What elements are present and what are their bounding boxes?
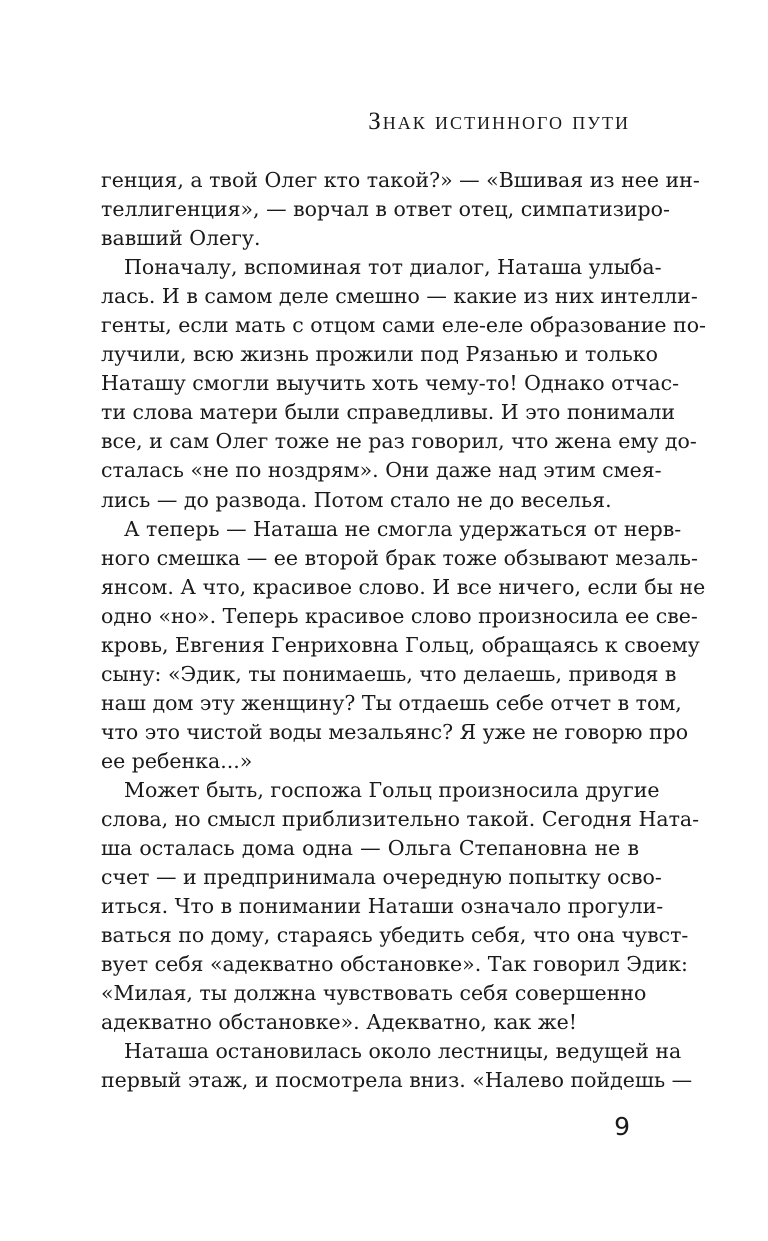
text-line: лись — до развода. Потом стало не до веселья. bbox=[101, 487, 612, 512]
text-line: генция, а твой Олег кто такой?» — «Вшивая из нее ин- bbox=[101, 168, 700, 192]
text-line: ваться по дому, стараясь убедить себя, что она чувст- bbox=[101, 923, 689, 948]
text-line: адекватно обстановке». Адекватно, как же! bbox=[101, 1010, 578, 1035]
text-line: ша осталась дома одна — Ольга Степановна не в bbox=[101, 836, 639, 861]
running-head: Знак истинного пути bbox=[368, 108, 630, 135]
text-line: генты, если мать с отцом сами еле-еле образование по- bbox=[101, 313, 706, 338]
text-line: вует себя «адекватно обстановке». Так говорил Эдик: bbox=[101, 952, 688, 977]
text-line: ти слова матери были справедливы. И это понимали bbox=[101, 400, 676, 425]
text-line: иться. Что в понимании Наташи означало прогули- bbox=[101, 894, 664, 919]
text-line: первый этаж, и посмотрела вниз. «Налево пойдешь — bbox=[101, 1068, 693, 1093]
text-line: кровь, Евгения Генриховна Гольц, обращаясь к своему bbox=[101, 632, 700, 657]
text-line: янсом. А что, красивое слово. И все ничего, если бы не bbox=[101, 574, 706, 599]
paragraph-first-line: Может быть, госпожа Гольц произносила другие bbox=[124, 777, 660, 802]
text-line: все, и сам Олег тоже не раз говорил, что жена ему до- bbox=[101, 429, 697, 454]
text-line: счет — и предпринимала очередную попытку осво- bbox=[101, 865, 662, 890]
text-line: сыну: «Эдик, ты понимаешь, что делаешь, приводя в bbox=[101, 661, 677, 686]
text-line: лась. И в самом деле смешно — какие из них интелли- bbox=[101, 284, 698, 309]
paragraph-first-line: Поначалу, вспоминая тот диалог, Наташа улыба- bbox=[124, 255, 662, 280]
text-line: «Милая, ты должна чувствовать себя совершенно bbox=[101, 981, 647, 1006]
text-line: ного смешка — ее второй брак тоже обзывают мезаль- bbox=[101, 545, 698, 570]
paragraph-first-line: А теперь — Наташа не смогла удержаться от нерв- bbox=[124, 516, 682, 541]
body-text bbox=[101, 166, 706, 1096]
text-line: одно «но». Теперь красивое слово произносила ее све- bbox=[101, 603, 698, 628]
text-line: слова, но смысл приблизительно такой. Сегодня Ната- bbox=[101, 807, 700, 832]
text-line: Наташу смогли выучить хоть чему-то! Однако отчас- bbox=[101, 371, 679, 396]
text-line: теллигенция», — ворчал в ответ отец, симпатизиро- bbox=[101, 197, 670, 222]
text-line: лучили, всю жизнь прожили под Рязанью и только bbox=[101, 342, 658, 367]
text-line: сталась «не по ноздрям». Они даже над этим смея- bbox=[101, 458, 662, 483]
text-line: вавший Олегу. bbox=[101, 226, 261, 251]
paragraph-first-line: Наташа остановилась около лестницы, ведущей на bbox=[124, 1039, 682, 1064]
text-line: ее ребенка...» bbox=[101, 748, 253, 773]
text-line: что это чистой воды мезальянс? Я уже не говорю про bbox=[101, 719, 689, 744]
text-line: наш дом эту женщину? Ты отдаешь себе отчет в том, bbox=[101, 690, 682, 715]
page-number: 9 bbox=[614, 1112, 630, 1141]
